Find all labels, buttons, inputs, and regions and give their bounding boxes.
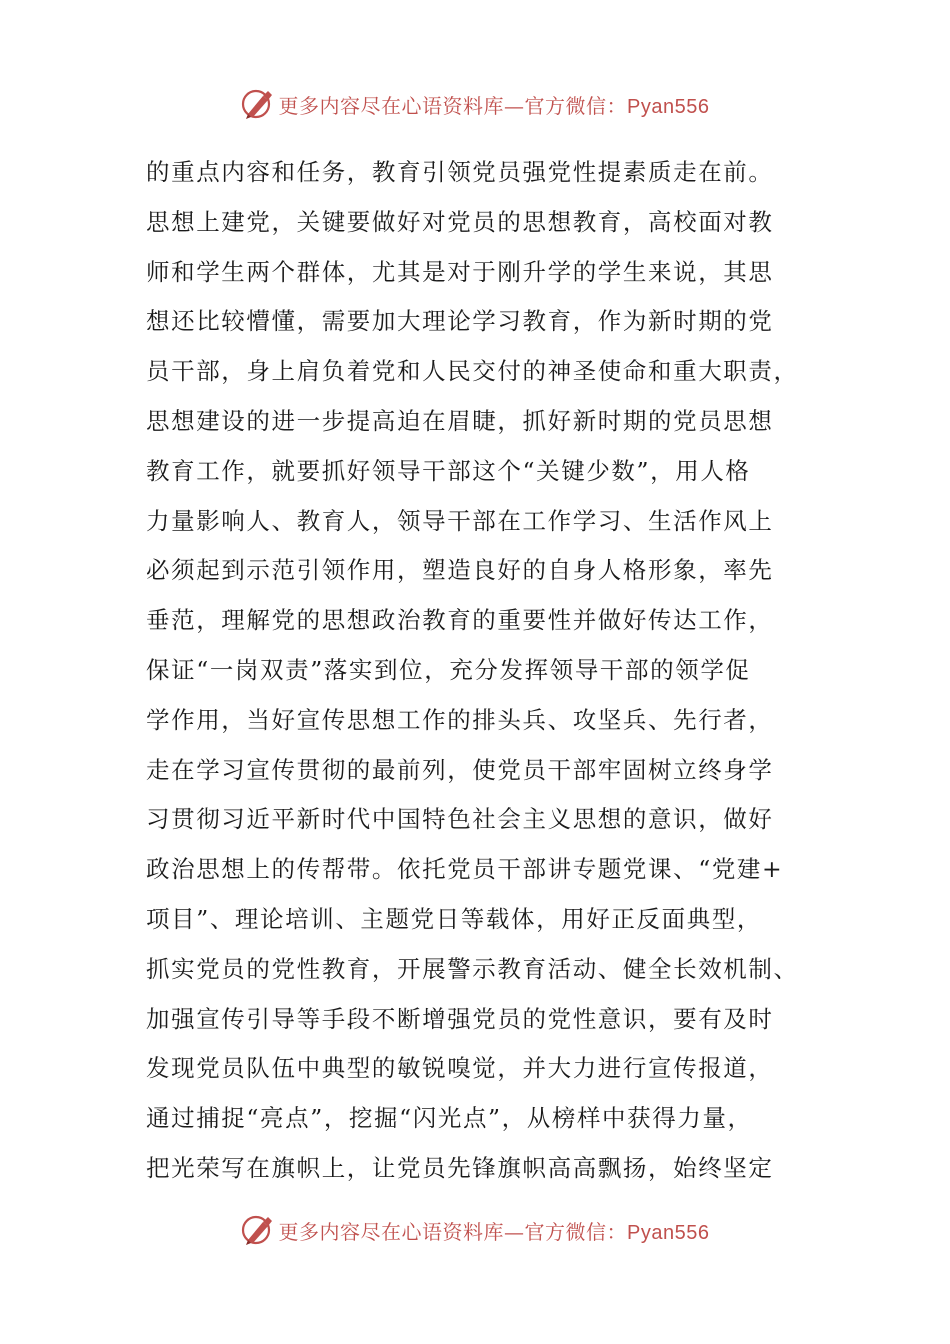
- header-wechat-id: Pyan556: [627, 95, 710, 118]
- pen-logo-icon: [241, 87, 275, 121]
- body-line: 加强宣传引导等手段不断增强党员的党性意识，要有及时: [146, 1004, 774, 1033]
- body-line: 垂范，理解党的思想政治教育的重要性并做好传达工作，: [146, 606, 774, 635]
- pen-logo-icon: [241, 1213, 275, 1247]
- header-text: 更多内容尽在心语资料库—官方微信：Pyan556: [278, 93, 710, 118]
- footer-text: 更多内容尽在心语资料库—官方微信：Pyan556: [278, 1219, 710, 1244]
- body-line: 走在学习宣传贯彻的最前列，使党员干部牢固树立终身学: [146, 755, 774, 784]
- body-line: 把光荣写在旗帜上，让党员先锋旗帜高高飘扬，始终坚定: [146, 1153, 774, 1182]
- header-banner: [0, 86, 950, 122]
- document-body: [146, 148, 806, 1194]
- body-line: 的重点内容和任务，教育引领党员强党性提素质走在前。: [146, 158, 774, 186]
- body-line: 通过捕捉“亮点”，挖掘“闪光点”，从榜样中获得力量，: [146, 1104, 753, 1133]
- footer-wechat-id: Pyan556: [627, 1221, 710, 1244]
- body-line: 思想建设的进一步提高迫在眉睫，抓好新时期的党员思想: [146, 406, 774, 435]
- body-line: 保证“一岗双责”落实到位，充分发挥领导干部的领学促: [146, 655, 751, 684]
- body-line: 员干部，身上肩负着党和人民交付的神圣使命和重大职责，: [146, 357, 799, 386]
- footer-banner: [0, 1212, 950, 1248]
- body-line: 学作用，当好宣传思想工作的排头兵、攻坚兵、先行者，: [146, 705, 774, 734]
- body-line: 政治思想上的传帮带。依托党员干部讲专题党课、“党建+: [146, 855, 784, 884]
- body-line: 习贯彻习近平新时代中国特色社会主义思想的意识，做好: [146, 805, 774, 834]
- body-line: 力量影响人、教育人，领导干部在工作学习、生活作风上: [146, 506, 774, 535]
- body-line: 项目”、理论培训、主题党日等载体，用好正反面典型，: [146, 904, 763, 933]
- body-line: 教育工作，就要抓好领导干部这个“关键少数”，用人格: [146, 456, 751, 485]
- body-line: 想还比较懵懂，需要加大理论学习教育，作为新时期的党: [146, 307, 774, 336]
- body-line: 思想上建党，关键要做好对党员的思想教育，高校面对教: [146, 207, 774, 236]
- body-line: 抓实党员的党性教育，开展警示教育活动、健全长效机制、: [146, 954, 799, 983]
- body-line: 必须起到示范引领作用，塑造良好的自身人格形象，率先: [146, 556, 774, 585]
- body-line: 师和学生两个群体，尤其是对于刚升学的学生来说，其思: [146, 257, 774, 286]
- body-line: 发现党员队伍中典型的敏锐嗅觉，并大力进行宣传报道，: [146, 1054, 774, 1083]
